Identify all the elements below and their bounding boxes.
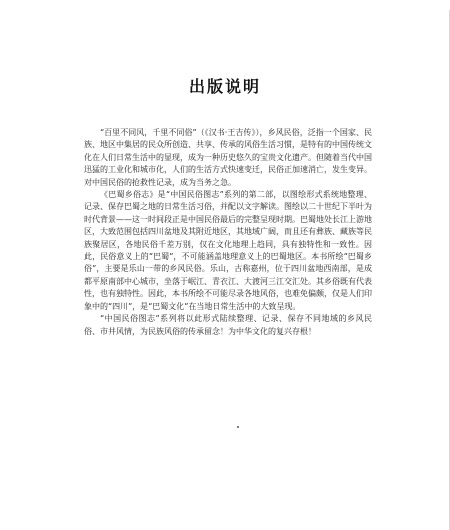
page-marker-dot [237, 426, 239, 428]
paragraph-2: 《巴蜀乡俗志》是“中国民俗图志”系列的第二部，以图绘形式系统地整理、记录、保存巴蜀之地的日常生活习俗，并配以文字解读。图绘以二十世纪下半叶为时代背景——这一时间段正是中国民俗最后的完整呈现时期。巴蜀地处长江上游地区，大致范围包括四川盆地及其附近地区，其地域广阔，而且还有彝族、藏族等民族聚居区，各地民俗千差万别，仅在文化地理上趋同，具有独特性和一致性。因此，民俗意义上的“巴蜀”，不可能涵盖地理意义上的巴蜀地区。本书所绘“巴蜀乡俗”，主要是乐山一带的乡风民俗。乐山，古称嘉州，位于四川盆地西南部，是成都平原南部中心城市，坐落于岷江、青衣江、大渡河三江交汇处。其乡俗既有代表性，也有独特性。因此，本书所绘不可能尽录各地风俗，也难免偏颇，仅是人们印象中的“四川”，是“巴蜀文化”在当地日常生活中的大致呈现。 [84, 190, 372, 311]
page-title: 出版说明 [188, 77, 261, 96]
paragraph-1: “百里不同风，千里不同俗”（《汉书·王吉传》），乡风民俗，泛指一个国家、民族、地区中集居的民众所创造、共享、传承的风俗生活习惯，是特有的中国传统文化在人们日常生活中的显现，成为一种历史悠久的宝贵文化遗产。但随着当代中国迅猛的工业化和城市化，人们的生活方式快速变迁，民俗正加速消亡，发生变异。对中国民俗的抢救性记录，成为当务之急。 [84, 128, 372, 187]
paragraph-3: “中国民俗图志”系列将以此形式陆续整理、记录、保存不同地域的乡风民俗、市井风情，为民族风俗的传承留念！为中华文化的复兴存根！ [84, 314, 372, 336]
body-text [84, 127, 372, 338]
